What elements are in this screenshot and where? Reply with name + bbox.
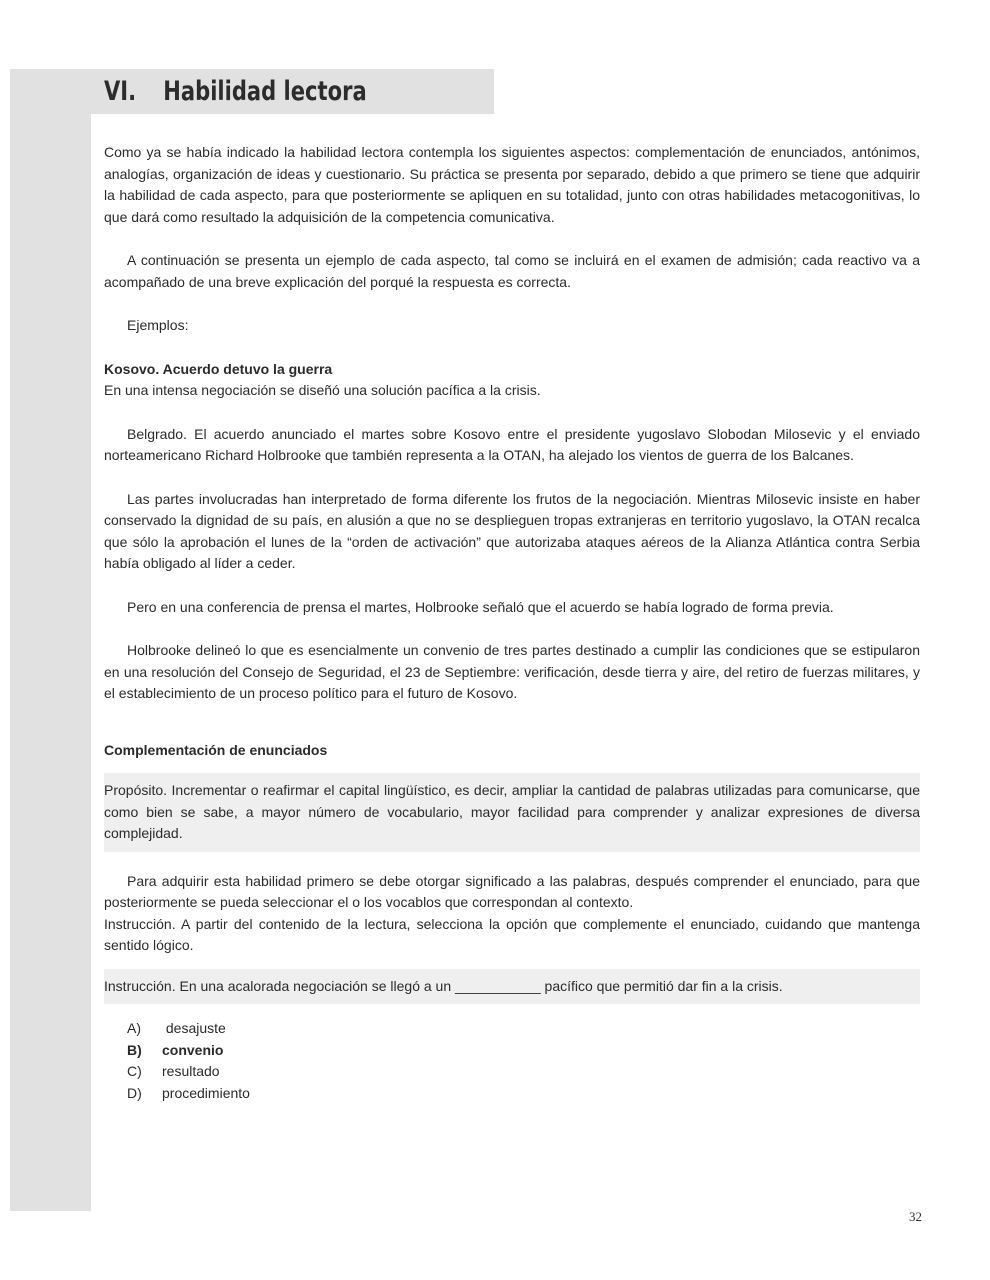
page-number: 32 <box>909 1209 922 1224</box>
intro-paragraph-2: A continuación se presenta un ejemplo de cada aspecto, tal como se incluirá en el examen de admisión; cada reactivo va a acompañado de una breve explicación del porqué la respuesta es correcta. <box>104 252 920 290</box>
option-letter: C) <box>127 1063 142 1079</box>
option-text: convenio <box>162 1041 224 1058</box>
option-c <box>127 1061 920 1083</box>
article-paragraph-2: Las partes involucradas han interpretado de forma diferente los frutos de la negociación. Mientras Milosevic insiste en haber conservado la dignidad de su país, en alusión a que no se desplieguen tropas extranjeras en territorio yugoslavo, la OTAN recalca que sólo la aprobación el lunes de la “orden de activación” que autorizaba ataques aéreos de la Alianza Atlántica contra Serbia había obligado al líder a ceder. <box>104 490 920 571</box>
intro-paragraph-1: Como ya se había indicado la habilidad lectora contempla los siguientes aspectos: complementación de enunciados, antónimos, analogías, organización de ideas y cuestionario. Su práctica se presenta por separado, debido a que primero se tiene que adquirir la habilidad de cada aspecto, para que posteriormente se apliquen en su totalidad, junto con otras habilidades metacogonitivas, lo que dará como resultado la adquisición de la competencia comunicativa. <box>104 144 920 225</box>
question-text: Instrucción. En una acalorada negociación se llegó a un ___________ pacífico que permitió dar fin a la crisis. <box>104 977 783 994</box>
option-letter: A) <box>127 1020 141 1036</box>
option-text: resultado <box>162 1063 220 1079</box>
examples-label: Ejemplos: <box>127 317 189 333</box>
option-letter: D) <box>127 1084 142 1101</box>
sidebar-bar <box>10 69 91 1211</box>
option-b-correct <box>127 1040 920 1062</box>
option-letter: B) <box>127 1041 142 1058</box>
instruction-paragraph: Instrucción. A partir del contenido de la lectura, selecciona la opción que complemente el enunciado, cuidando que mantenga sentido lógico. <box>104 915 920 953</box>
article-subhead: En una intensa negociación se diseñó una solución pacífica a la crisis. <box>104 382 541 398</box>
option-d <box>127 1083 920 1105</box>
article-paragraph-1: Belgrado. El acuerdo anunciado el martes sobre Kosovo entre el presidente yugoslavo Slobodan Milosevic y el enviado norteamericano Richard Holbrooke que también representa a la OTAN, ha alejado los vientos de guerra de los Balcanes. <box>104 425 920 463</box>
article-paragraph-3: Pero en una conferencia de prensa el martes, Holbrooke señaló que el acuerdo se había logrado de forma previa. <box>127 598 834 615</box>
purpose-text: Propósito. Incrementar o reafirmar el capital lingüístico, es decir, ampliar la cantidad de palabras utilizadas para comunicarse, que como bien se sabe, a mayor número de vocabulario, mayor facilidad para comprender y analizar expresiones de diversa complejidad. <box>104 782 920 841</box>
article-headline: Kosovo. Acuerdo detuvo la guerra <box>104 360 333 377</box>
article-paragraph-4: Holbrooke delineó lo que es esencialmente un convenio de tres partes destinado a cumplir las condiciones que se estipularon en una resolución del Consejo de Seguridad, el 23 de Septiembre: verificación, desde tierra y aire, del retiro de fuerzas militares, y el establecimiento de un proceso político para el futuro de Kosovo. <box>104 642 920 701</box>
section-heading <box>104 71 367 113</box>
section-title: Habilidad lectora <box>163 76 367 107</box>
question-box <box>104 969 920 1005</box>
option-text: procedimiento <box>162 1084 250 1101</box>
explanation-paragraph: Para adquirir esta habilidad primero se debe otorgar significado a las palabras, después comprender el enunciado, para que posteriormente se pueda seleccionar el o los vocablos que correspondan al contexto. <box>104 872 920 910</box>
answer-options <box>104 1018 920 1104</box>
complementacion-heading: Complementación de enunciados <box>104 741 328 758</box>
main-content <box>104 142 920 1104</box>
purpose-box <box>104 773 920 852</box>
section-number: VI. <box>104 76 137 107</box>
option-a <box>127 1018 920 1040</box>
option-text: desajuste <box>162 1020 226 1036</box>
